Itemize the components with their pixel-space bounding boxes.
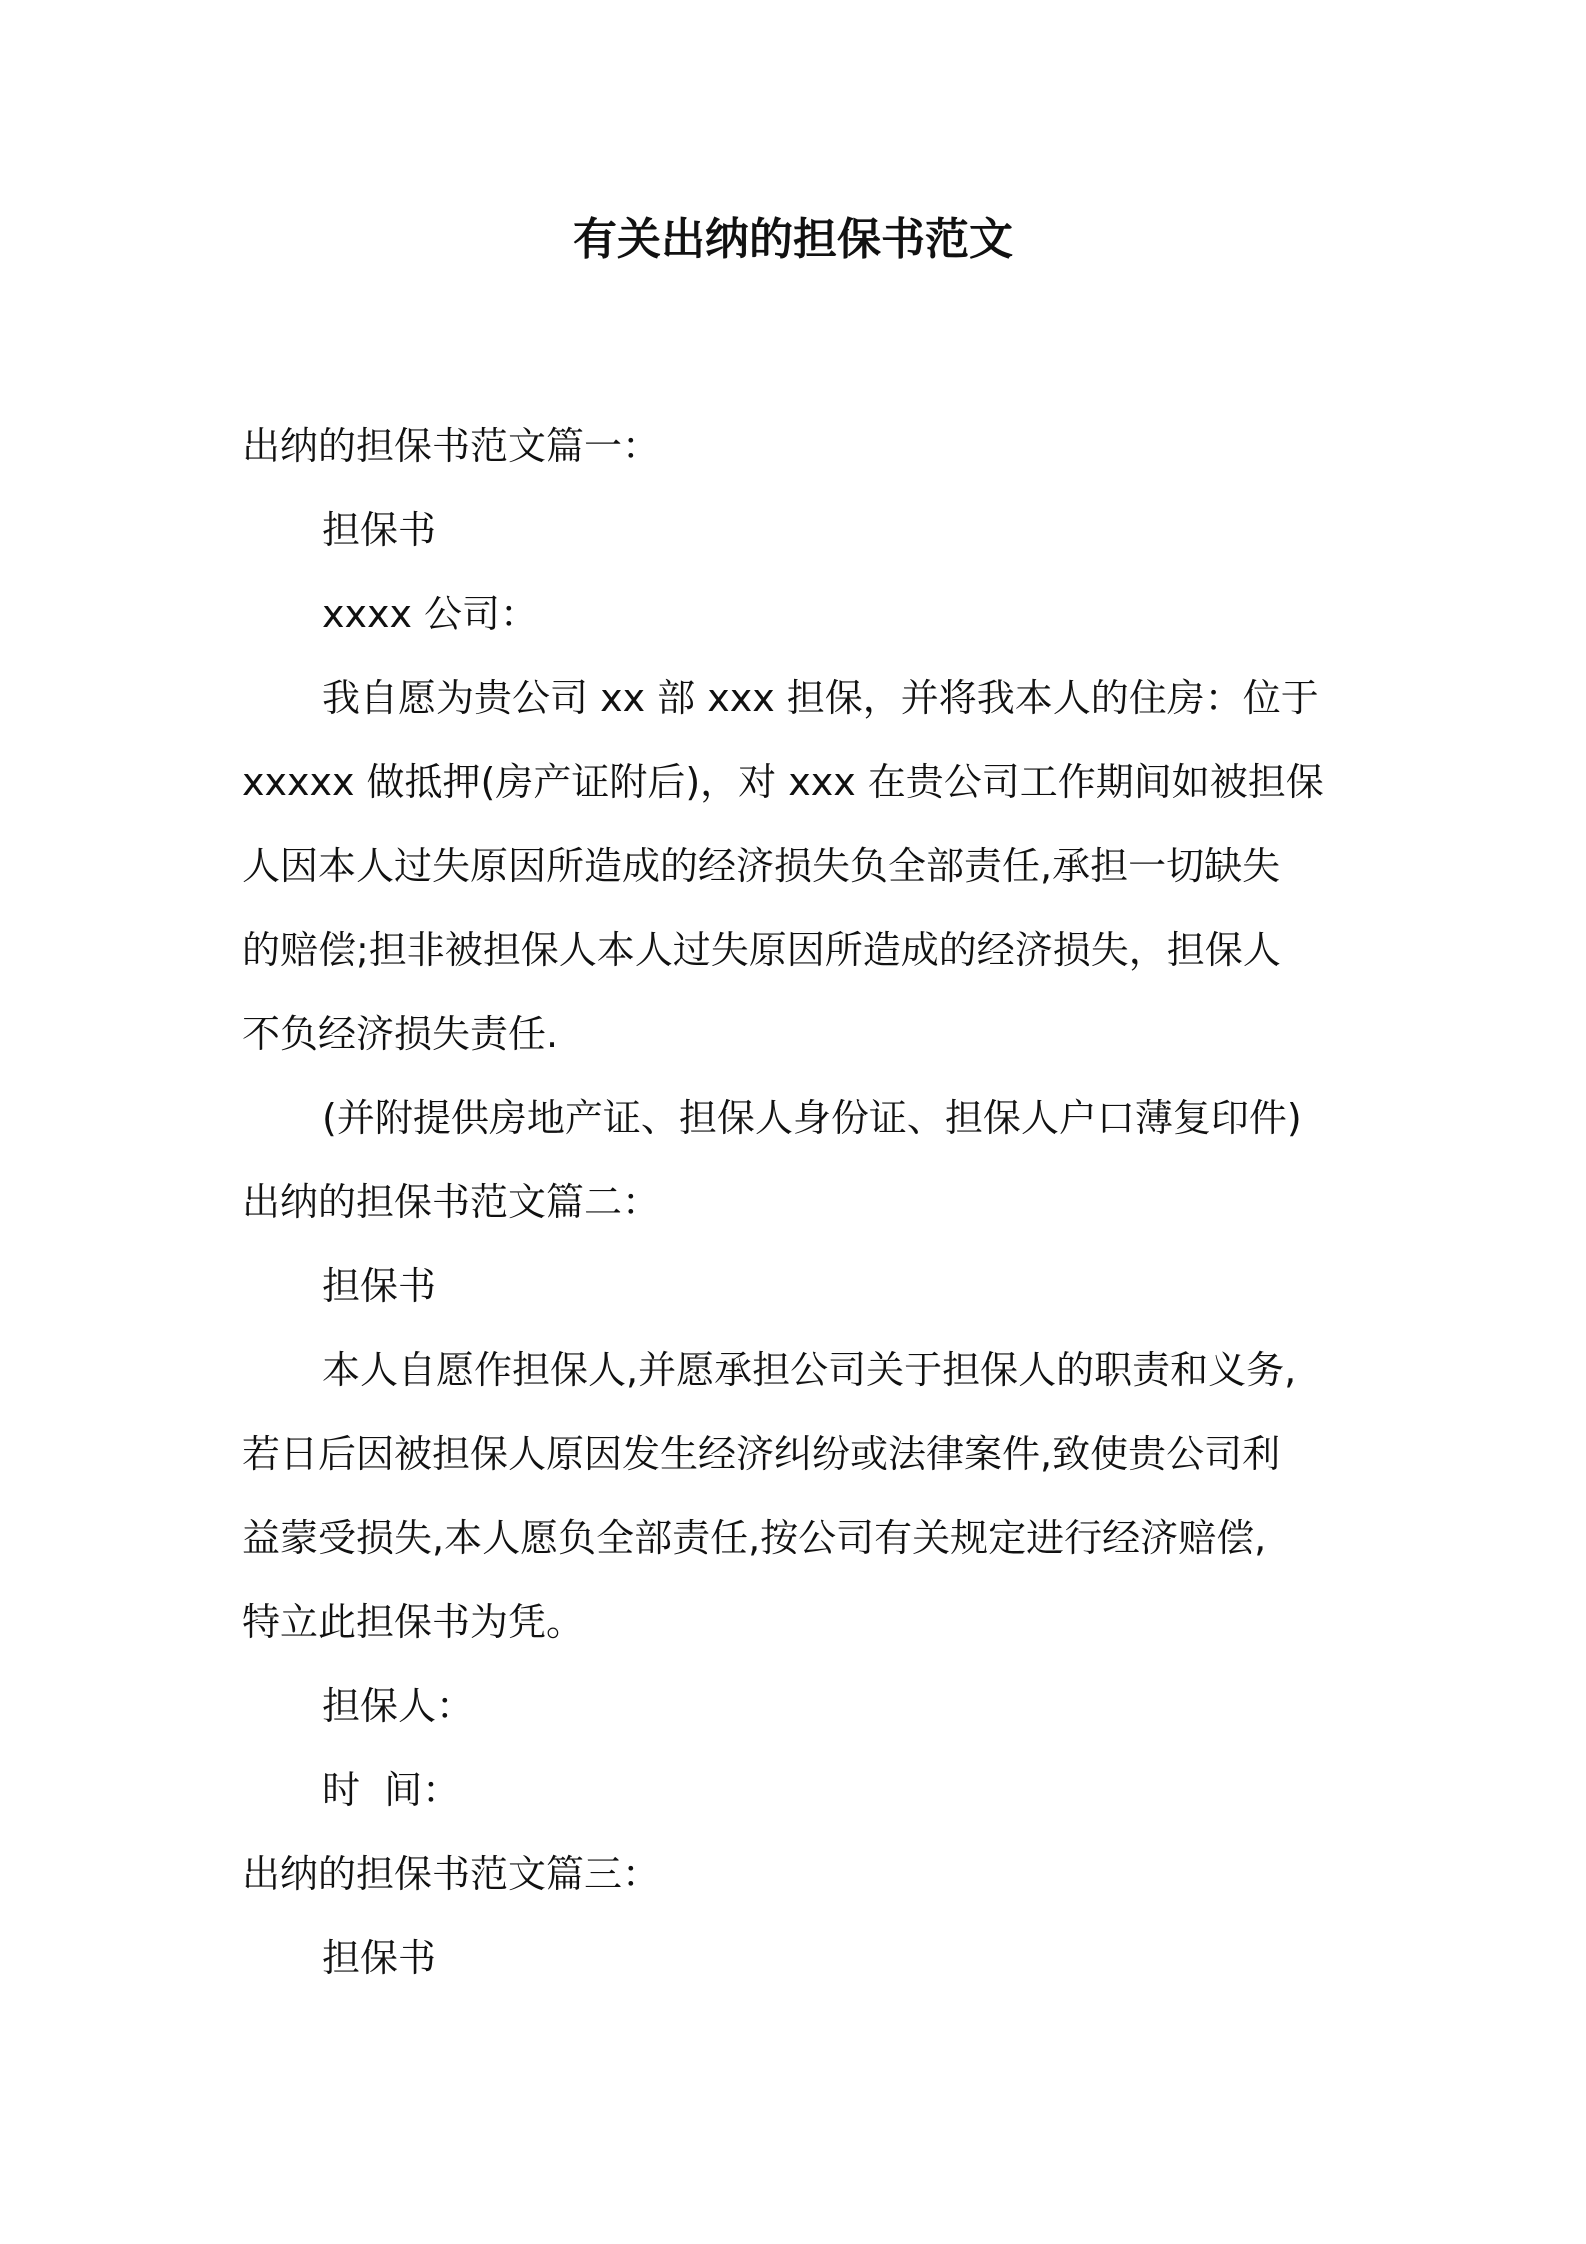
section-2-time-label: 时 间： <box>322 1768 461 1812</box>
section-2-doc-title: 担保书 <box>322 1264 437 1308</box>
document-title: 有关出纳的担保书范文 <box>573 214 1013 265</box>
section-2-body-line: 特立此担保书为凭。 <box>242 1600 585 1644</box>
section-1-body-line: xxxxx 做抵押(房产证附后)，对 xxx 在贵公司工作期间如被担保 <box>242 760 1324 804</box>
section-1-body-line: 人因本人过失原因所造成的经济损失负全部责任,承担一切缺失 <box>242 844 1281 888</box>
section-2-guarantor-label: 担保人： <box>322 1684 475 1728</box>
section-1-body-line: 的赔偿;担非被担保人本人过失原因所造成的经济损失，担保人 <box>242 928 1281 972</box>
section-2-body-line: 若日后因被担保人原因发生经济纠纷或法律案件,致使贵公司利 <box>242 1432 1281 1476</box>
section-1-addressee: xxxx 公司： <box>322 592 539 636</box>
section-3-heading: 出纳的担保书范文篇三： <box>242 1852 661 1896</box>
section-1-heading: 出纳的担保书范文篇一： <box>242 424 661 468</box>
section-1-attachment-note: (并附提供房地产证、担保人身份证、担保人户口薄复印件) <box>322 1096 1302 1140</box>
section-1-body-line: 我自愿为贵公司 xx 部 xxx 担保，并将我本人的住房：位于 <box>322 676 1319 720</box>
section-3-doc-title: 担保书 <box>322 1936 437 1980</box>
section-2-body-line: 益蒙受损失,本人愿负全部责任,按公司有关规定进行经济赔偿, <box>242 1516 1267 1560</box>
document-body <box>242 404 1392 2000</box>
section-1-doc-title: 担保书 <box>322 508 437 552</box>
section-2-body-line: 本人自愿作担保人,并愿承担公司关于担保人的职责和义务, <box>322 1348 1297 1392</box>
section-1-body-line: 不负经济损失责任. <box>242 1012 559 1056</box>
section-2-heading: 出纳的担保书范文篇二： <box>242 1180 661 1224</box>
